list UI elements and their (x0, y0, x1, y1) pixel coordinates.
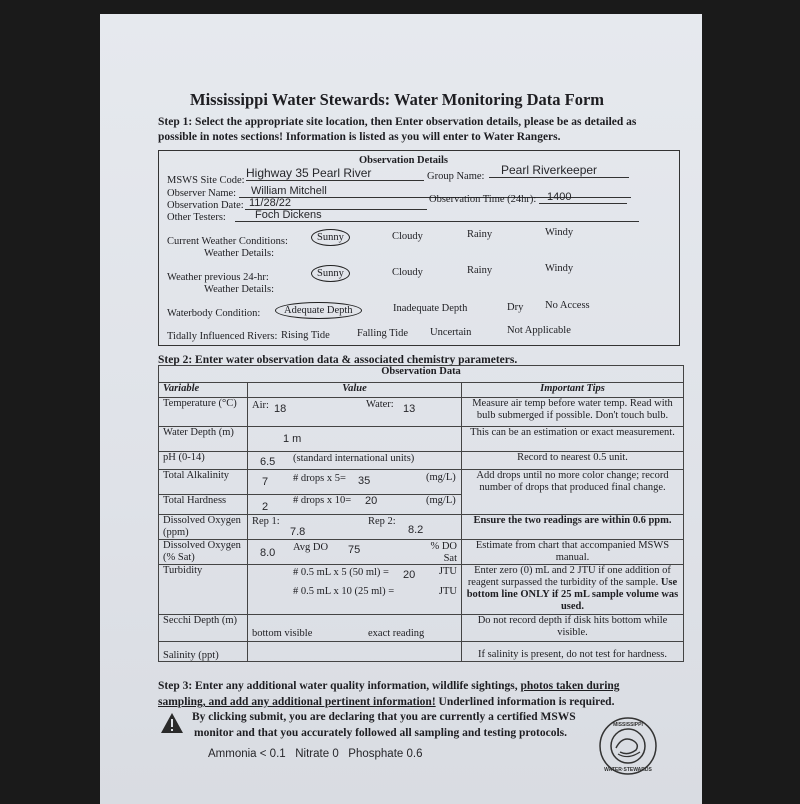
table-row (159, 398, 684, 427)
alkalinity-result: 35 (358, 475, 371, 487)
table-row (159, 642, 684, 662)
salinity-label: Salinity (ppt) (159, 642, 248, 662)
additional-notes: Ammonia < 0.1 Nitrate 0 Phosphate 0.6 (208, 748, 423, 760)
ph-unit: (standard international units) (293, 453, 415, 464)
do-sat-value: 8.0 (260, 547, 276, 559)
warning-line1: By clicking submit, you are declaring that you are currently a certified MSWS (192, 711, 576, 723)
table-row (159, 565, 684, 615)
date-field[interactable]: 11/28/22 (245, 197, 427, 210)
col-variable: Variable (159, 383, 248, 398)
do-ppm-value-cell[interactable] (248, 515, 462, 540)
time-label: Observation Time (24hr): (429, 194, 537, 205)
turbidity-line2: # 0.5 mL x 10 (25 ml) = (293, 586, 395, 597)
testers-field[interactable]: Foch Dickens (235, 209, 639, 222)
hardness-unit: (mg/L) (426, 495, 456, 506)
hardness-drops: 2 (262, 501, 269, 513)
observer-label: Observer Name: (167, 188, 237, 199)
step1-line1: Step 1: Select the appropriate site location, then Enter observation details, please be as detailed as (158, 116, 637, 128)
salinity-value-cell[interactable] (248, 642, 462, 662)
water-value: 13 (403, 403, 416, 415)
ph-tip: Record to nearest 0.5 unit. (462, 452, 684, 470)
step3-underlined-1: photos taken during (520, 680, 620, 692)
do-sat-unit: % DO Sat (430, 541, 457, 564)
table-row (159, 427, 684, 452)
current-weather-windy[interactable]: Windy (545, 227, 574, 238)
do-sat-tip: Estimate from chart that accompanied MSWS manual. (462, 540, 684, 565)
waterbody-label: Waterbody Condition: (167, 308, 261, 319)
form-title: Mississippi Water Stewards: Water Monitoring Data Form (190, 90, 605, 109)
do-ppm-tip: Ensure the two readings are within 0.6 ppm. (462, 515, 684, 540)
step3-line1 (158, 680, 620, 692)
prev-weather-sunny[interactable]: Sunny (311, 265, 350, 282)
turbidity-unit2: JTU (438, 586, 457, 597)
tidal-label: Tidally Influenced Rivers: (167, 331, 278, 342)
obs-details-heading: Observation Details (359, 155, 448, 166)
group-label: Group Name: (427, 171, 485, 182)
hardness-formula: # drops x 10= (293, 495, 352, 506)
water-label: Water: (366, 399, 394, 410)
prev-weather-label: Weather previous 24-hr: (167, 272, 269, 283)
current-weather-sunny[interactable]: Sunny (311, 229, 350, 246)
date-label: Observation Date: (167, 200, 244, 211)
alkalinity-formula: # drops x 5= (293, 473, 346, 484)
rep2-label: Rep 2: (368, 516, 396, 527)
alkalinity-drops: 7 (262, 476, 269, 488)
rep2-value: 8.2 (408, 524, 424, 536)
alkalinity-unit: (mg/L) (426, 472, 456, 483)
depth-label: Water Depth (m) (159, 427, 248, 452)
tidal-rising[interactable]: Rising Tide (281, 330, 330, 341)
table-row (159, 615, 684, 642)
step2-heading: Step 2: Enter water observation data & associated chemistry parameters. (158, 354, 518, 366)
ph-value: 6.5 (260, 456, 276, 468)
testers-label: Other Testers: (167, 212, 226, 223)
depth-value-cell[interactable] (248, 427, 462, 452)
svg-text:WATER·STEWARDS: WATER·STEWARDS (604, 767, 652, 773)
do-sat-label: Dissolved Oxygen (% Sat) (159, 540, 248, 565)
waterbody-dry[interactable]: Dry (507, 302, 524, 313)
depth-tip: This can be an estimation or exact measurement. (462, 427, 684, 452)
weather-details-label: Weather Details: (204, 248, 274, 259)
depth-value: 1 m (283, 433, 302, 445)
step3-line2 (158, 696, 614, 708)
rep1-label: Rep 1: (252, 516, 280, 527)
turbidity-value1: 20 (403, 569, 416, 581)
hardness-value-cell[interactable] (248, 495, 462, 515)
current-weather-rainy[interactable]: Rainy (467, 229, 493, 240)
hardness-result: 20 (365, 495, 378, 507)
table-row (159, 515, 684, 540)
hardness-label: Total Hardness (159, 495, 248, 515)
prev-weather-cloudy[interactable]: Cloudy (392, 267, 423, 278)
step1-line2: possible in notes sections! Information is listed as you will enter to Water Rangers. (158, 131, 561, 143)
table-row (159, 452, 684, 470)
turbidity-label: Turbidity (159, 565, 248, 615)
observation-details-box (158, 150, 680, 346)
ph-value-cell[interactable] (248, 452, 462, 470)
avg-do-label: Avg DO (293, 542, 329, 553)
secchi-tip: Do not record depth if disk hits bottom while visible. (462, 615, 684, 642)
temperature-value[interactable] (248, 398, 462, 427)
alkalinity-label: Total Alkalinity (159, 470, 248, 495)
site-code-label: MSWS Site Code: (167, 175, 245, 186)
observer-field[interactable]: William Mitchell (239, 185, 631, 198)
waterbody-adequate[interactable]: Adequate Depth (275, 302, 362, 319)
current-weather-label: Current Weather Conditions: (167, 236, 288, 247)
step3-text2: Underlined information is required. (438, 696, 615, 708)
turbidity-value-cell[interactable] (248, 565, 462, 615)
temperature-label: Temperature (°C) (159, 398, 248, 427)
group-field[interactable]: Pearl Riverkeeper (489, 163, 629, 178)
do-sat-value-cell[interactable] (248, 540, 462, 565)
turbidity-unit1: JTU (438, 566, 457, 577)
do-ppm-label: Dissolved Oxygen (ppm) (159, 515, 248, 540)
air-label: Air: (252, 400, 269, 411)
turbidity-tip-bold: Use bottom line ONLY if 25 mL sample volume was used. (466, 577, 679, 612)
secchi-exact-reading[interactable]: exact reading (368, 628, 425, 639)
table-row (159, 540, 684, 565)
rep1-value: 7.8 (290, 526, 306, 538)
secchi-label: Secchi Depth (m) (159, 615, 248, 642)
ph-label: pH (0-14) (159, 452, 248, 470)
air-value: 18 (274, 403, 287, 415)
step3-text1: Step 3: Enter any additional water quality information, wildlife sightings, (158, 680, 518, 692)
mississippi-water-stewards-seal (598, 716, 658, 776)
turbidity-tip: Enter zero (0) mL and 2 JTU if one addition of reagent surpassed the turbidity of the sample. (467, 565, 671, 588)
temperature-tip: Measure air temp before water temp. Read with bulb submerged if possible. Don't touch bulb. (462, 398, 684, 427)
alkalinity-value-cell[interactable] (248, 470, 462, 495)
prev-weather-details-label: Weather Details: (204, 284, 274, 295)
warning-icon (160, 712, 184, 734)
tidal-uncertain[interactable]: Uncertain (430, 327, 472, 338)
waterbody-inadequate[interactable]: Inadequate Depth (393, 303, 468, 314)
prev-weather-windy[interactable]: Windy (545, 263, 574, 274)
secchi-value-cell[interactable] (248, 615, 462, 642)
time-field[interactable]: 1400 (539, 191, 627, 204)
secchi-bottom-visible[interactable]: bottom visible (252, 628, 313, 639)
turbidity-line1: # 0.5 mL x 5 (50 ml) = (293, 567, 389, 578)
current-weather-cloudy[interactable]: Cloudy (392, 231, 423, 242)
site-code-field[interactable]: Highway 35 Pearl River (246, 166, 424, 181)
step3-underlined-2: sampling, and add any additional pertinent information! (158, 696, 436, 708)
avg-do-value: 75 (348, 544, 361, 556)
waterbody-no-access[interactable]: No Access (545, 300, 590, 311)
col-value: Value (248, 383, 462, 398)
warning-line2: monitor and that you accurately followed all sampling and testing protocols. (194, 727, 568, 739)
tidal-not-applicable[interactable]: Not Applicable (507, 325, 571, 336)
table-row (159, 470, 684, 495)
prev-weather-rainy[interactable]: Rainy (467, 265, 493, 276)
svg-text:MISSISSIPPI: MISSISSIPPI (613, 722, 643, 728)
col-tips: Important Tips (462, 383, 684, 398)
alkalinity-tip: Add drops until no more color change; record number of drops that produced final change. (462, 470, 684, 515)
obs-data-heading: Observation Data (159, 366, 684, 383)
salinity-tip: If salinity is present, do not test for hardness. (462, 642, 684, 662)
tidal-falling[interactable]: Falling Tide (357, 328, 409, 339)
observation-data-table (158, 365, 684, 662)
